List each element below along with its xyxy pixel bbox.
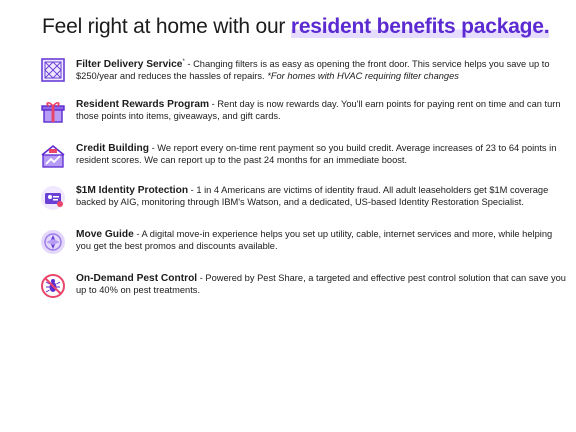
benefit-name: Credit Building — [76, 143, 150, 154]
benefit-text — [76, 57, 566, 82]
benefit-desc: 1 in 4 Americans are victims of identity fraud. All adult leaseholders get $1M coverage backed by AIG, monitoring through IBM's Watson, and a dedicated, US-based Identity Restoration Specialist. — [76, 185, 549, 207]
page-title — [42, 12, 562, 42]
benefit-desc: Changing filters is as easy as opening the front door. This service helps you save up to $250/year and reduces the hassles of repairs. — [76, 59, 550, 81]
benefit-name: Filter Delivery Service — [76, 59, 183, 71]
benefit-name: On-Demand Pest Control — [76, 273, 198, 284]
benefit-text — [76, 99, 566, 122]
benefit-name: Resident Rewards Program — [76, 99, 210, 110]
title-plain: Feel right at home with our — [42, 15, 291, 38]
title-highlight: resident benefits package. — [290, 15, 550, 38]
asterisk: * — [182, 59, 185, 65]
benefit-name: Move Guide — [76, 229, 134, 240]
benefit-text — [76, 273, 566, 296]
compass-icon — [40, 229, 66, 255]
benefit-text — [76, 229, 566, 252]
benefit-desc: Rent day is now rewards day. You'll earn points for paying rent on time and can turn those points into items, giveaways, and gift cards. — [76, 99, 561, 121]
separator: - — [197, 273, 206, 283]
id-card-icon — [40, 185, 66, 211]
no-bugs-icon — [40, 273, 66, 299]
benefit-desc: We report every on-time rent payment so you build credit. Average increases of 23 to 64 points in resident scores. We can report up to the past 24 months for an immediate boost. — [76, 143, 557, 165]
gift-icon — [40, 99, 66, 125]
benefit-text — [76, 143, 566, 166]
benefit-desc: Powered by Pest Share, a targeted and effective pest control solution that can save you up to 40% on pest treatments. — [76, 273, 566, 295]
house-credit-icon — [40, 143, 66, 169]
benefit-footnote: *For homes with HVAC requiring filter changes — [267, 70, 459, 81]
filter-icon — [40, 57, 66, 83]
separator: - — [184, 59, 194, 70]
separator: - — [188, 185, 197, 195]
separator: - — [133, 229, 142, 239]
benefit-desc: A digital move-in experience helps you set up utility, cable, internet services and more, while helping you get the best promos and discounts available. — [76, 229, 553, 251]
separator: - — [149, 143, 158, 153]
benefit-text — [76, 185, 566, 208]
benefit-name: $1M Identity Protection — [76, 185, 189, 196]
separator: - — [209, 99, 218, 109]
